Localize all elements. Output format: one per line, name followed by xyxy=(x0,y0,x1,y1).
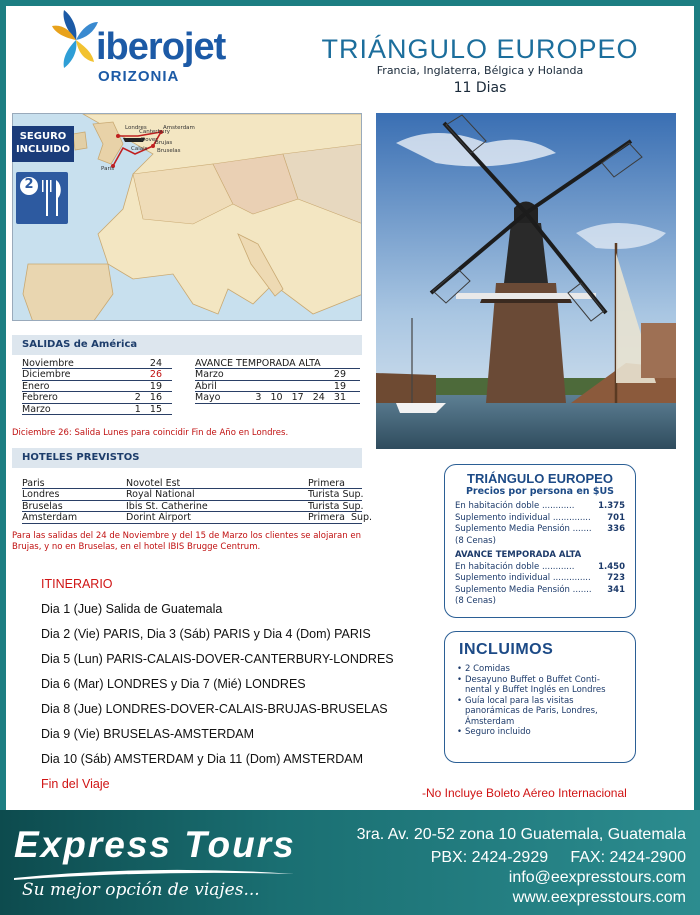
map-city-dover: Dover xyxy=(141,137,158,143)
itinerary-day: Dia 2 (Vie) PARIS, Dia 3 (Sáb) PARIS y Dia 4 (Dom) PARIS xyxy=(41,627,371,641)
price-label: En habitación doble xyxy=(455,561,540,572)
company-slogan: Su mejor opción de viajes... xyxy=(22,880,260,900)
hotel-row xyxy=(22,512,373,524)
salidas-left-table xyxy=(22,358,172,415)
hotel-city: Londres xyxy=(22,489,60,501)
price-dots: .............. xyxy=(552,573,591,583)
include-item: • Seguro incluido xyxy=(457,727,623,738)
footer xyxy=(0,810,700,915)
salida-row xyxy=(195,369,360,380)
hoteles-heading: HOTELES PREVISTOS xyxy=(12,448,362,468)
salidas-note: Diciembre 26: Salida Lunes para coincidir Fin de Año en Londres. xyxy=(12,428,289,438)
price-value: 1.450 xyxy=(598,561,625,572)
price-value: 341 xyxy=(607,584,625,595)
itinerary-day: Dia 9 (Vie) BRUSELAS-AMSTERDAM xyxy=(41,727,255,741)
salida-row xyxy=(22,404,172,415)
hotel-row xyxy=(22,489,362,500)
flower-logo-icon xyxy=(52,8,100,72)
map-city-canterbury: Canterbury xyxy=(139,129,170,135)
salida-row xyxy=(195,381,360,392)
salidas-heading: SALIDAS de América xyxy=(12,335,362,355)
salida-month: Enero xyxy=(22,380,50,392)
tour-duration: 11 Dias xyxy=(453,80,507,96)
price-alta-heading: AVANCE TEMPORADA ALTA xyxy=(455,550,582,560)
salida-days: 1 15 xyxy=(134,403,162,415)
salida-row xyxy=(22,369,172,380)
map-city-calais: Calais xyxy=(131,146,148,152)
avance-heading: AVANCE TEMPORADA ALTA xyxy=(195,358,360,369)
hoteles-note-line2: Brujas, y no en Bruselas, en el hotel IBIS Brugge Centrum. xyxy=(12,542,261,552)
price-label: Suplemento Media Pensión xyxy=(455,584,570,595)
brand-subname: ORIZONIA xyxy=(98,68,180,85)
salida-month: Abril xyxy=(195,380,217,392)
salida-row xyxy=(22,392,172,403)
includes-title: INCLUIMOS xyxy=(459,641,554,658)
tour-countries: Francia, Inglaterra, Bélgica y Holanda xyxy=(376,64,584,77)
price-label: Suplemento individual xyxy=(455,573,551,583)
salida-days: 29 xyxy=(333,369,346,381)
price-label: En habitación doble xyxy=(455,501,540,511)
iberojet-logo xyxy=(52,8,272,88)
include-item-cont: nental y Buffet Inglés en Londres xyxy=(465,685,606,695)
price-row xyxy=(455,573,625,585)
price-dots: ............ xyxy=(541,561,575,572)
hotel-category: Turista Sup. xyxy=(308,489,364,501)
hotel-name: Dorint Airport xyxy=(126,512,191,524)
insurance-badge-line2: INCLUIDO xyxy=(15,144,71,155)
include-item: • Desayuno Buffet o Buffet Conti- xyxy=(457,675,623,686)
company-address: 3ra. Av. 20-52 zona 10 Guatemala, Guatemala xyxy=(356,826,686,843)
salida-row xyxy=(195,392,360,403)
price-value: 723 xyxy=(607,573,625,583)
includes-box xyxy=(444,631,636,763)
meals-count: 2 xyxy=(24,177,34,192)
salida-days: 2 16 xyxy=(134,392,162,404)
hoteles-note xyxy=(12,531,361,553)
price-box-title: TRIÁNGULO EUROPEO xyxy=(467,471,613,486)
windmill-photo xyxy=(376,113,676,449)
price-box-subtitle: Precios por persona en $US xyxy=(465,486,615,497)
itinerary-day: Dia 8 (Jue) LONDRES-DOVER-CALAIS-BRUJAS-BRUSELAS xyxy=(41,702,388,716)
brand-name: iberojet xyxy=(96,26,226,68)
hotel-name: Novotel Est xyxy=(126,478,181,489)
includes-list xyxy=(457,664,623,738)
map-city-brujas: Brujas xyxy=(155,140,173,146)
insurance-badge xyxy=(12,126,74,162)
company-website[interactable]: www.eexpresstours.com xyxy=(512,889,686,906)
company-phones: PBX: 2424-2929 FAX: 2424-2900 xyxy=(430,849,686,866)
price-row xyxy=(455,501,625,513)
price-row xyxy=(455,562,625,574)
itinerary-heading: ITINERARIO xyxy=(41,577,113,591)
hoteles-table xyxy=(22,478,373,524)
salida-days: 26 xyxy=(149,369,162,381)
price-row xyxy=(455,513,625,525)
map-city-londres: Londres xyxy=(125,125,147,131)
include-item-cont: Ámsterdam xyxy=(465,716,515,727)
price-dots: .............. xyxy=(552,512,591,523)
price-value: 1.375 xyxy=(598,501,625,511)
salida-month: Mayo xyxy=(195,392,221,404)
itinerary-day: Dia 5 (Lun) PARIS-CALAIS-DOVER-CANTERBURY-LONDRES xyxy=(41,652,394,666)
salida-days: 19 xyxy=(149,380,162,392)
price-note: (8 Cenas) xyxy=(455,535,496,546)
tour-title: TRIÁNGULO EUROPEO xyxy=(321,34,639,64)
salida-month: Marzo xyxy=(195,369,224,381)
hotel-name: Royal National xyxy=(126,489,195,501)
map-city-bruselas: Bruselas xyxy=(157,148,181,154)
price-dots: ....... xyxy=(572,524,592,534)
itinerary-day: Dia 1 (Jue) Salida de Guatemala xyxy=(41,602,223,616)
itinerary-day: Dia 10 (Sáb) AMSTERDAM y Dia 11 (Dom) AMSTERDAM xyxy=(41,752,364,766)
salidas-right-table xyxy=(195,358,360,404)
hotel-city: Paris xyxy=(22,478,45,489)
price-row xyxy=(455,585,625,597)
price-dots: ....... xyxy=(572,584,592,595)
hotel-city: Amsterdam xyxy=(22,512,78,524)
hotel-category: Primera xyxy=(308,478,345,489)
include-item: • Guía local para las visitas xyxy=(457,696,623,707)
hotel-row xyxy=(22,478,362,489)
company-name: Express Tours xyxy=(14,824,296,865)
salida-days: 24 xyxy=(149,358,162,369)
hotel-category: Turista Sup. xyxy=(308,500,364,512)
salida-row xyxy=(22,381,172,392)
hotel-category: Primera Sup. xyxy=(308,512,373,524)
windmill-image xyxy=(376,113,676,449)
salida-row xyxy=(22,358,172,369)
map-city-paris: Paris xyxy=(101,166,115,172)
salida-month: Diciembre xyxy=(22,369,71,381)
price-note: (8 Cenas) xyxy=(455,596,496,606)
salida-month: Marzo xyxy=(22,403,51,415)
hotel-row xyxy=(22,501,362,512)
price-box xyxy=(444,464,636,618)
hotel-city: Bruselas xyxy=(22,500,63,512)
price-value: 701 xyxy=(607,512,625,523)
not-included-note: -No Incluye Boleto Aéreo Internacional xyxy=(422,786,627,800)
salida-month: Noviembre xyxy=(22,358,74,369)
map-city-amsterdam: Amsterdam xyxy=(163,125,195,131)
price-label: Suplemento individual xyxy=(455,512,551,523)
include-item-cont: panorámicas de Paris, Londres, xyxy=(465,706,598,716)
hotel-name: Ibis St. Catherine xyxy=(126,500,208,512)
salida-days: 19 xyxy=(333,380,346,392)
price-dots: ............ xyxy=(541,501,575,511)
itinerary-day: Dia 6 (Mar) LONDRES y Dia 7 (Mié) LONDRES xyxy=(41,677,306,691)
itinerary xyxy=(41,576,394,801)
salida-month: Febrero xyxy=(22,392,58,404)
salida-days: 3 10 17 24 31 xyxy=(255,392,346,404)
include-item: • 2 Comidas xyxy=(457,664,623,675)
price-row xyxy=(455,524,625,536)
itinerary-end: Fin del Viaje xyxy=(41,777,110,791)
meals-badge xyxy=(16,172,68,224)
hoteles-note-line1: Para las salidas del 24 de Noviembre y del 15 de Marzo los clientes se alojaran en xyxy=(12,531,361,541)
price-label: Suplemento Media Pensión xyxy=(455,524,570,534)
company-email[interactable]: info@eexpresstours.com xyxy=(508,869,686,886)
price-value: 336 xyxy=(607,524,625,534)
insurance-badge-line1: SEGURO xyxy=(19,131,67,142)
